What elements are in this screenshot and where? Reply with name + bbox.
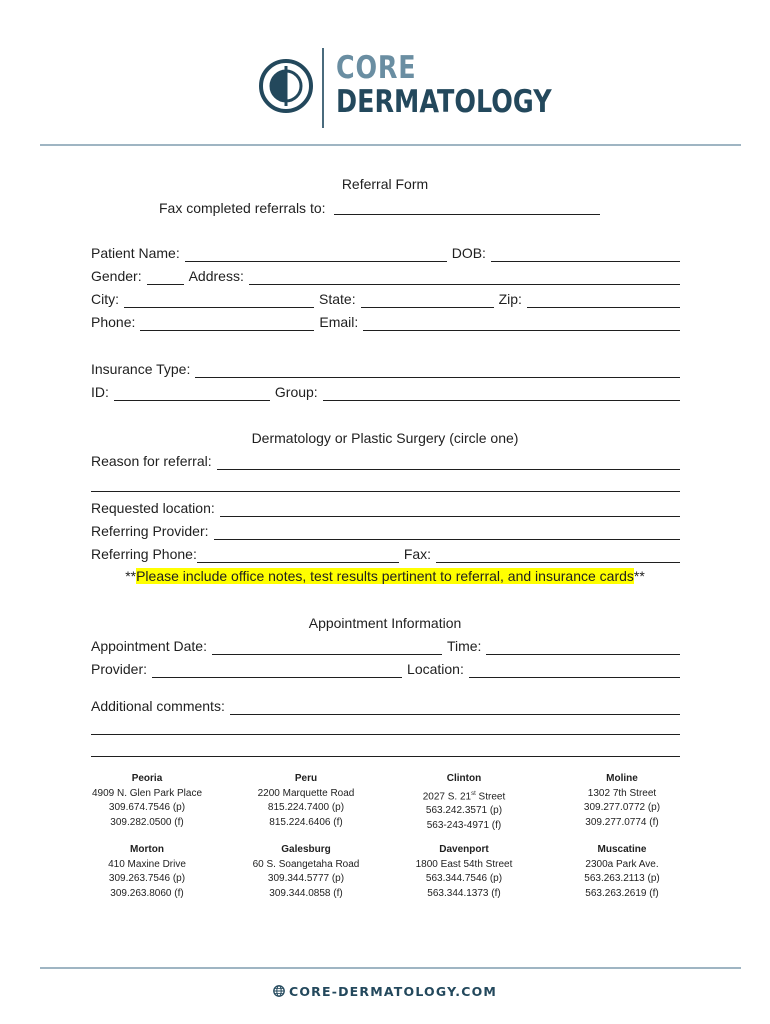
location-address: 1800 East 54th Street <box>415 858 513 870</box>
fax-to-label: Fax completed referrals to: <box>159 200 326 216</box>
location-peru <box>226 772 386 830</box>
gender-field[interactable] <box>147 270 184 285</box>
location-phone: 563.242.3571 (p) <box>425 805 503 817</box>
location-fax: 309.277.0774 (f) <box>585 816 659 828</box>
location-clinton <box>384 772 544 833</box>
location-fax: 309.344.0858 (f) <box>269 887 343 899</box>
reason-row <box>91 450 680 470</box>
logo-mark-icon <box>258 58 314 114</box>
location-moline <box>542 772 702 830</box>
location-phone: 563.344.7546 (p) <box>425 873 503 884</box>
location-muscatine <box>542 843 702 901</box>
referring-phone-row <box>91 543 680 563</box>
reason-field-line-2[interactable] <box>91 491 680 492</box>
id-field[interactable] <box>114 386 270 401</box>
location-phone: 309.277.0772 (p) <box>583 802 661 813</box>
requested-location-row <box>91 497 680 517</box>
provider-field[interactable] <box>152 663 402 678</box>
location-city: Davenport <box>439 844 489 855</box>
state-field[interactable] <box>361 293 494 308</box>
appointment-date-field[interactable] <box>212 640 442 655</box>
comments-field[interactable] <box>230 700 680 715</box>
note-highlighted-text: Please include office notes, test results pertinent to referral, and insurance cards <box>136 568 634 584</box>
location-field[interactable] <box>469 663 680 678</box>
location-address: 2027 S. 21st Street <box>422 790 506 802</box>
location-galesburg <box>226 843 386 901</box>
location-morton <box>67 843 227 901</box>
reason-field[interactable] <box>217 455 680 470</box>
provider-location-row <box>91 658 680 678</box>
comments-label: Additional comments: <box>91 698 225 714</box>
location-city: Clinton <box>446 773 482 784</box>
logo-text-dermatology: DERMATOLOGY <box>336 84 552 120</box>
appointment-title: Appointment Information <box>308 615 462 631</box>
city-label: City: <box>91 291 119 307</box>
time-field[interactable] <box>486 640 680 655</box>
comments-field-line-2[interactable] <box>91 734 680 735</box>
dob-label: DOB: <box>451 245 486 261</box>
group-label: Group: <box>274 384 318 400</box>
note-suffix: ** <box>633 568 645 584</box>
insurance-type-label: Insurance Type: <box>91 361 191 377</box>
appointment-date-label: Appointment Date: <box>91 638 207 654</box>
location-address: 2200 Marquette Road <box>257 787 355 799</box>
appointment-date-row <box>91 635 680 655</box>
location-fax: 563.344.1373 (f) <box>427 887 501 899</box>
dob-field[interactable] <box>491 247 680 262</box>
location-city: Morton <box>130 844 164 855</box>
referring-provider-label: Referring Provider: <box>91 523 209 539</box>
location-phone: 309.263.7546 (p) <box>108 873 186 884</box>
footer-rule <box>40 967 741 969</box>
location-phone: 309.344.5777 (p) <box>267 873 345 884</box>
group-field[interactable] <box>323 386 680 401</box>
location-fax: 563-243-4971 (f) <box>426 819 502 831</box>
zip-label: Zip: <box>498 291 522 307</box>
address-field[interactable] <box>249 270 680 285</box>
location-address: 410 Maxine Drive <box>108 858 186 870</box>
patient-name-row <box>91 242 680 262</box>
logo-divider <box>322 48 324 128</box>
location-address: 4909 N. Glen Park Place <box>91 787 203 799</box>
location-davenport <box>384 843 544 901</box>
location-address: 1302 7th Street <box>587 787 657 799</box>
footer-url-text[interactable]: CORE-DERMATOLOGY.COM <box>288 984 498 999</box>
email-label: Email: <box>319 314 359 330</box>
address-label: Address: <box>188 268 244 284</box>
time-label: Time: <box>446 638 482 654</box>
location-fax: 563.263.2619 (f) <box>585 887 659 899</box>
gender-address-row <box>91 265 680 285</box>
location-phone: 815.224.7400 (p) <box>267 802 345 813</box>
gender-label: Gender: <box>91 268 142 284</box>
logo-text-core: CORE <box>336 50 417 86</box>
referring-fax-field[interactable] <box>436 548 680 563</box>
location-address: 2300a Park Ave. <box>585 858 659 870</box>
location-fax: 309.263.8060 (f) <box>110 887 184 899</box>
city-field[interactable] <box>124 293 314 308</box>
footer-website[interactable] <box>0 984 770 999</box>
note-prefix: ** <box>125 568 137 584</box>
patient-name-label: Patient Name: <box>91 245 180 261</box>
core-dermatology-logo <box>258 46 552 130</box>
state-label: State: <box>319 291 356 307</box>
referring-provider-row <box>91 520 680 540</box>
specialty-choice[interactable]: Dermatology or Plastic Surgery (circle one) <box>251 430 519 446</box>
requested-location-field[interactable] <box>220 502 680 517</box>
location-address: 60 S. Soangetaha Road <box>252 858 360 870</box>
location-label: Location: <box>407 661 464 677</box>
documents-note <box>0 567 770 585</box>
location-city: Peoria <box>131 773 163 784</box>
location-city: Muscatine <box>597 844 647 855</box>
provider-label: Provider: <box>91 661 148 677</box>
reason-label: Reason for referral: <box>91 453 212 469</box>
phone-field[interactable] <box>140 316 314 331</box>
requested-location-label: Requested location: <box>91 500 215 516</box>
zip-field[interactable] <box>527 293 680 308</box>
phone-label: Phone: <box>91 314 136 330</box>
form-title: Referral Form <box>341 176 429 192</box>
id-group-row <box>91 381 680 401</box>
patient-name-field[interactable] <box>185 247 447 262</box>
comments-row <box>91 695 680 715</box>
globe-icon <box>273 985 285 997</box>
referring-provider-field[interactable] <box>214 525 681 540</box>
id-label: ID: <box>91 384 109 400</box>
location-phone: 309.674.7546 (p) <box>108 802 186 813</box>
fax-to-blank[interactable] <box>334 200 600 215</box>
location-fax: 815.224.6406 (f) <box>269 816 343 828</box>
location-fax: 309.282.0500 (f) <box>110 816 184 828</box>
location-city: Peru <box>294 773 318 784</box>
referring-phone-field[interactable] <box>197 548 399 563</box>
location-city: Galesburg <box>281 844 331 855</box>
city-state-zip-row <box>91 288 680 308</box>
email-field[interactable] <box>363 316 680 331</box>
insurance-type-field[interactable] <box>195 363 680 378</box>
insurance-type-row <box>91 358 680 378</box>
phone-email-row <box>91 311 680 331</box>
referring-phone-label: Referring Phone: <box>91 546 197 562</box>
referring-fax-label: Fax: <box>403 546 432 562</box>
header-rule <box>40 144 741 146</box>
location-phone: 563.263.2113 (p) <box>584 873 660 884</box>
fax-to-line <box>159 199 600 217</box>
location-peoria <box>67 772 227 830</box>
location-city: Moline <box>606 773 638 784</box>
comments-field-line-3[interactable] <box>91 756 680 757</box>
